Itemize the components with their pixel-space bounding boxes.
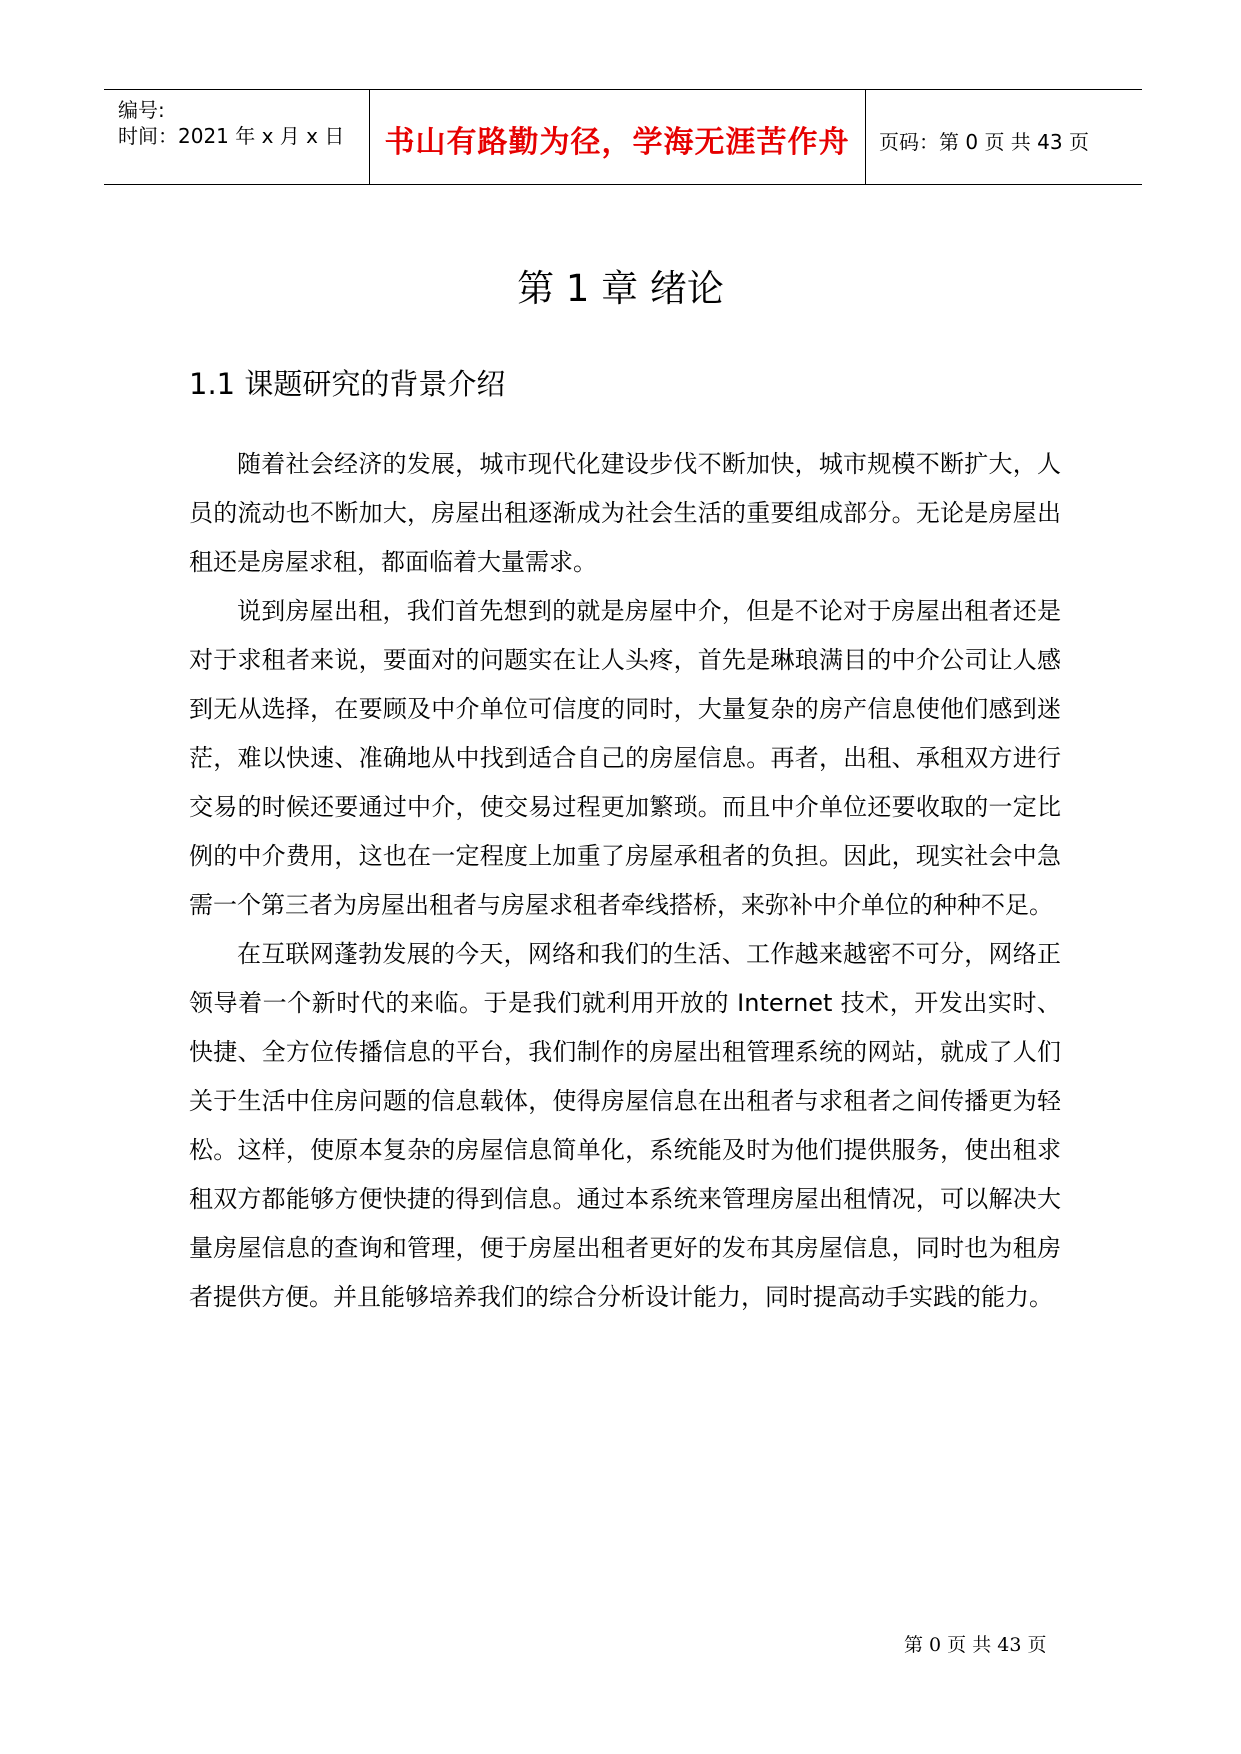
header-center-cell	[369, 90, 866, 184]
chapter-title: 第 1 章 绪论	[517, 267, 724, 310]
number-label: 编号:	[118, 98, 165, 122]
section-title: 1.1 课题研究的背景介绍	[189, 367, 506, 401]
page-info: 页码：第 0 页 共 43 页	[879, 130, 1089, 154]
header-right-cell	[865, 90, 1142, 184]
paragraph-1: 随着社会经济的发展，城市现代化建设步伐不断加快，城市规模不断扩大，人员的流动也不断加大，房屋出租逐渐成为社会生活的重要组成部分。无论是房屋出租还是房屋求租，都面临着大量需求。	[189, 450, 1061, 576]
header-left-cell	[104, 90, 370, 184]
motto-text: 书山有路勤为径，学海无涯苦作舟	[384, 125, 850, 160]
time-label: 时间：2021 年 x 月 x 日	[118, 124, 345, 148]
body-text	[189, 440, 1061, 1322]
page-header	[104, 89, 1142, 185]
page-footer: 第 0 页 共 43 页	[904, 1634, 1047, 1656]
paragraph-3: 在互联网蓬勃发展的今天，网络和我们的生活、工作越来越密不可分，网络正领导着一个新时代的来临。于是我们就利用开放的 Internet 技术，开发出实时、快捷、全方位传播信息的平台，我们制作的房屋出租管理系统的网站，就成了人们关于生活中住房问题的信息载体，使得房屋信息在出租者与求租者之间传播更为轻松。这样，使原本复杂的房屋信息简单化，系统能及时为他们提供服务，使出租求租双方都能够方便快捷的得到信息。通过本系统来管理房屋出租情况，可以解决大量房屋信息的查询和管理，便于房屋出租者更好的发布其房屋信息，同时也为租房者提供方便。并且能够培养我们的综合分析设计能力，同时提高动手实践的能力。	[189, 940, 1061, 1311]
paragraph-2: 说到房屋出租，我们首先想到的就是房屋中介，但是不论对于房屋出租者还是对于求租者来说，要面对的问题实在让人头疼，首先是琳琅满目的中介公司让人感到无从选择，在要顾及中介单位可信度的同时，大量复杂的房产信息使他们感到迷茫，难以快速、准确地从中找到适合自己的房屋信息。再者，出租、承租双方进行交易的时候还要通过中介，使交易过程更加繁琐。而且中介单位还要收取的一定比例的中介费用，这也在一定程度上加重了房屋承租者的负担。因此，现实社会中急需一个第三者为房屋出租者与房屋求租者牵线搭桥，来弥补中介单位的种种不足。	[189, 597, 1061, 919]
